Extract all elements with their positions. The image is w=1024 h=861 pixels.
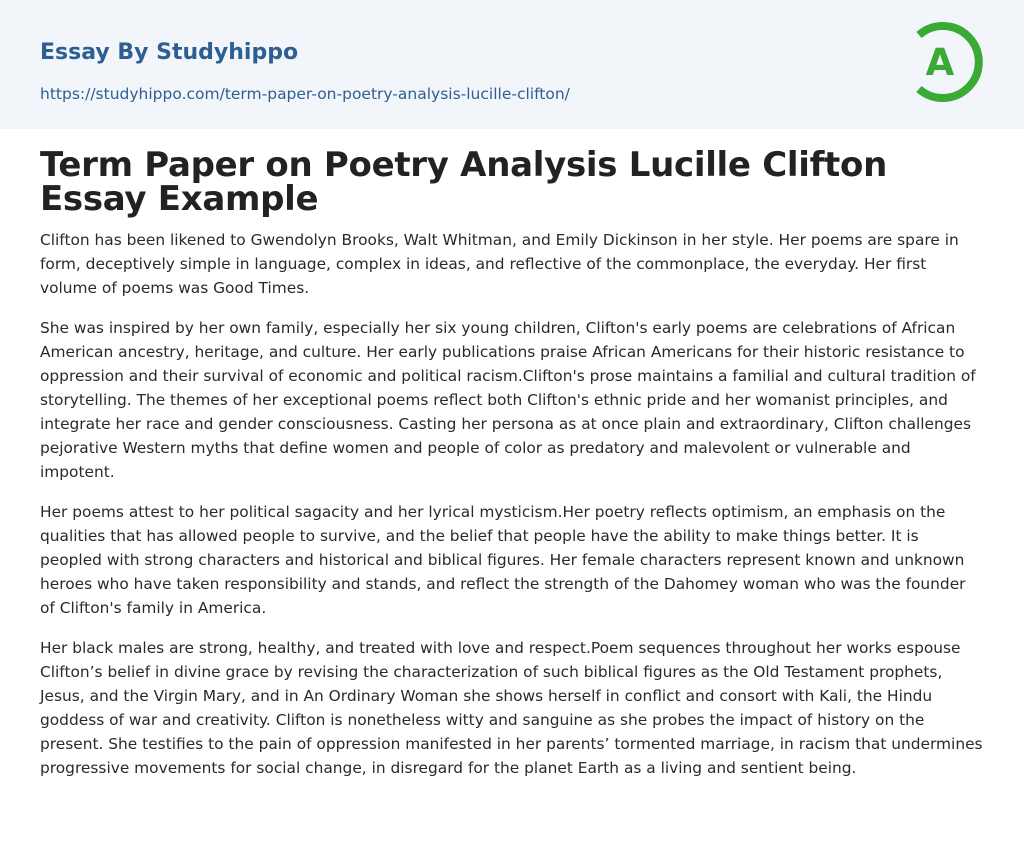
essay-paragraph-2: She was inspired by her own family, especially her six young children, Clifton's early poems are celebrations of African American ancestry, heritage, and culture. Her early publications praise African Americans for their historic resistance to oppression and their survival of economic and political racism.Clifton's prose maintains a familial and cultural tradition of storytelling. The themes of her exceptional poems reflect both Clifton's ethnic pride and her womanist principles, and integrate her race and gender consciousness. Casting her persona as at once plain and extraordinary, Clifton challenges pejorative Western myths that define women and people of color as predatory and malevolent or vulnerable and impotent.	[40, 319, 976, 481]
studyhippo-logo-icon[interactable]	[913, 19, 985, 105]
essay-paragraph-3: Her poems attest to her political sagacity and her lyrical mysticism.Her poetry reflects optimism, an emphasis on the qualities that has allowed people to survive, and the belief that people have the ability to make things better. It is peopled with strong characters and historical and biblical figures. Her female characters represent known and unknown heroes who have taken responsibility and stands, and reflect the strength of the Dahomey woman who was the founder of Clifton's family in America.	[40, 503, 966, 617]
article	[40, 145, 984, 796]
logo-letter: A	[925, 41, 955, 84]
page-header	[0, 0, 1024, 129]
essay-paragraph-4: Her black males are strong, healthy, and treated with love and respect.Poem sequences throughout her works espouse Clifton’s belief in divine grace by revising the characterization of such biblical figures as the Old Testament prophets, Jesus, and the Virgin Mary, and in An Ordinary Woman she shows herself in conflict and consort with Kali, the Hindu goddess of war and creativity. Clifton is nonetheless witty and sanguine as she probes the impact of history on the present. She testifies to the pain of oppression manifested in her parents’ tormented marriage, in racism that undermines progressive movements for social change, in disregard for the planet Earth as a living and sentient being.	[40, 639, 983, 777]
essay-paragraph-1: Clifton has been likened to Gwendolyn Brooks, Walt Whitman, and Emily Dickinson in her style. Her poems are spare in form, deceptively simple in language, complex in ideas, and reflective of the commonplace, the everyday. Her first volume of poems was Good Times.	[40, 231, 959, 297]
source-url-link[interactable]: https://studyhippo.com/term-paper-on-poetry-analysis-lucille-clifton/	[40, 85, 570, 103]
page-title: Term Paper on Poetry Analysis Lucille Clifton Essay Example	[40, 145, 887, 219]
site-name[interactable]: Essay By Studyhippo	[40, 40, 299, 65]
